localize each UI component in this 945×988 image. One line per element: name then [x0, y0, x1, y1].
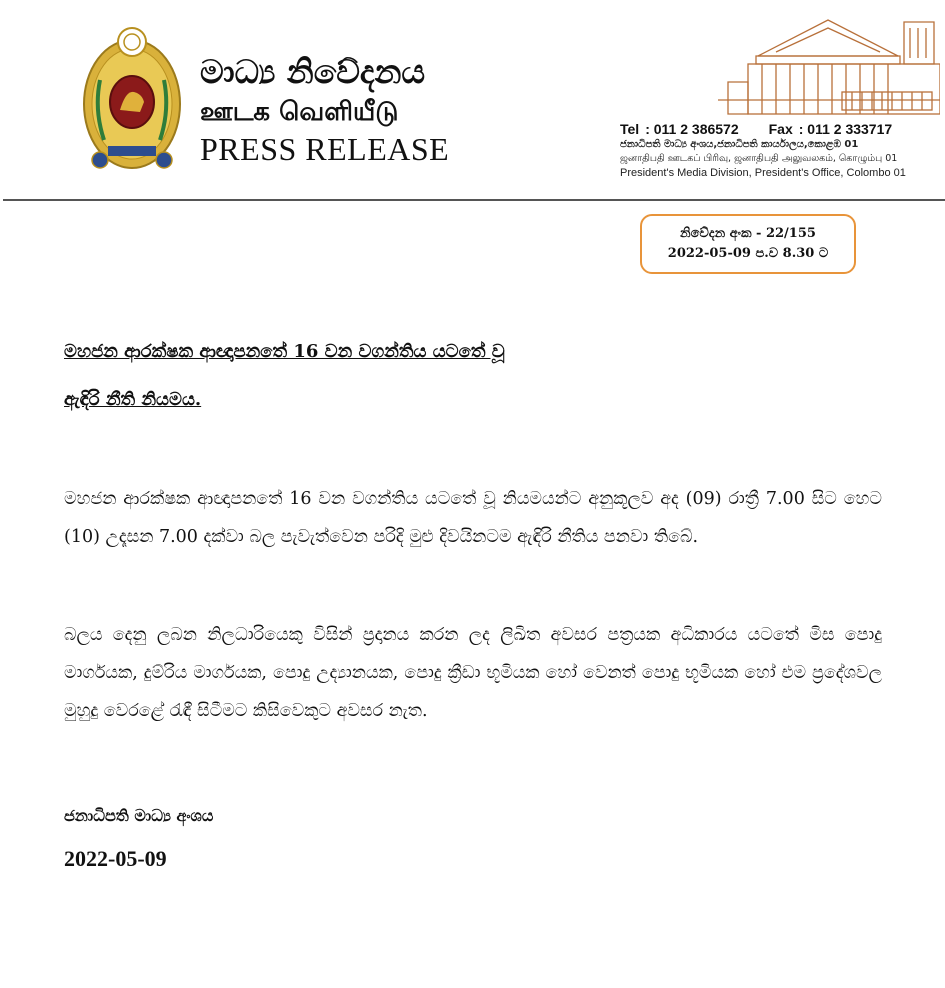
- address-english: President's Media Division, President's Office, Colombo 01: [620, 167, 906, 179]
- building-icon: [718, 12, 940, 116]
- header-titles: [200, 52, 449, 168]
- address-tamil: ஜனாதிபதி ஊடகப் பிரிவு, ஜனாதிபதி அலுவலகம், கொழும்பு 01: [620, 153, 898, 164]
- body-paragraph-2: බලය දෙනු ලබන නිලධාරියෙකු විසින් ප්‍රදානය කරන ලද ලිඛිත අවසර පත්‍රයක අධිකාරය යටතේ මිස පොදු මාර්ගයක, දුම්රිය මාර්ගයක, පොදු උද්‍යානයක, පොදු ක්‍රීඩා භූමියක හෝ වෙනත් පොදු භූමියක හෝ එම ප්‍රදේශවල මුහුදු වෙරළේ රැඳී සිටීමට කිසිවෙකුට අවසර නැත.: [64, 625, 882, 721]
- reference-box: [640, 214, 856, 274]
- headline-line-2: ඇඳිරි නීති නියමය.: [64, 389, 202, 410]
- body-paragraph-1: මහජන ආරක්ෂක ආඥාපනතේ 16 වන වගන්තිය යටතේ වූ නියමයන්ට අනුකූලව අද (09) රාත්‍රී 7.00 සිට හෙට (10) උදෑසන 7.00 දක්වා බල පැවැත්වෙන පරිදි මුළු දිවයිනටම ඇඳිරි නීතිය පනවා තිබේ.: [64, 489, 882, 547]
- fax-value: : 011 2 333717: [798, 121, 893, 137]
- contact-block: [620, 120, 940, 181]
- title-english: PRESS RELEASE: [200, 131, 450, 167]
- title-sinhala: මාධ්‍ය නිවේදනය: [200, 52, 426, 91]
- tel-value: : 011 2 386572: [645, 121, 739, 137]
- title-tamil: ஊடக வெளியீடு: [200, 97, 399, 127]
- header-divider: [3, 199, 945, 201]
- release-date: 2022-05-09: [64, 846, 167, 871]
- headline: [64, 328, 884, 424]
- address-sinhala: ජනාධිපති මාධ්‍ය අංශය,ජනාධිපති කාර්යාලය,කොළඹ 01: [620, 139, 859, 150]
- reference-datetime: 2022-05-09 ප.ව 8.30 ට: [667, 246, 829, 261]
- phone-fax-row: [620, 120, 940, 138]
- emblem-icon: [80, 20, 184, 180]
- signature: ජනාධිපති මාධ්‍ය අංශය: [64, 806, 214, 825]
- headline-line-1: මහජන ආරක්ෂක ආඥාපනතේ 16 වන වගන්තිය යටතේ වූ: [64, 341, 505, 362]
- fax-label: Fax: [768, 121, 793, 137]
- tel-label: Tel: [620, 121, 640, 137]
- reference-number: නිවේදන අංක - 22/155: [680, 226, 816, 241]
